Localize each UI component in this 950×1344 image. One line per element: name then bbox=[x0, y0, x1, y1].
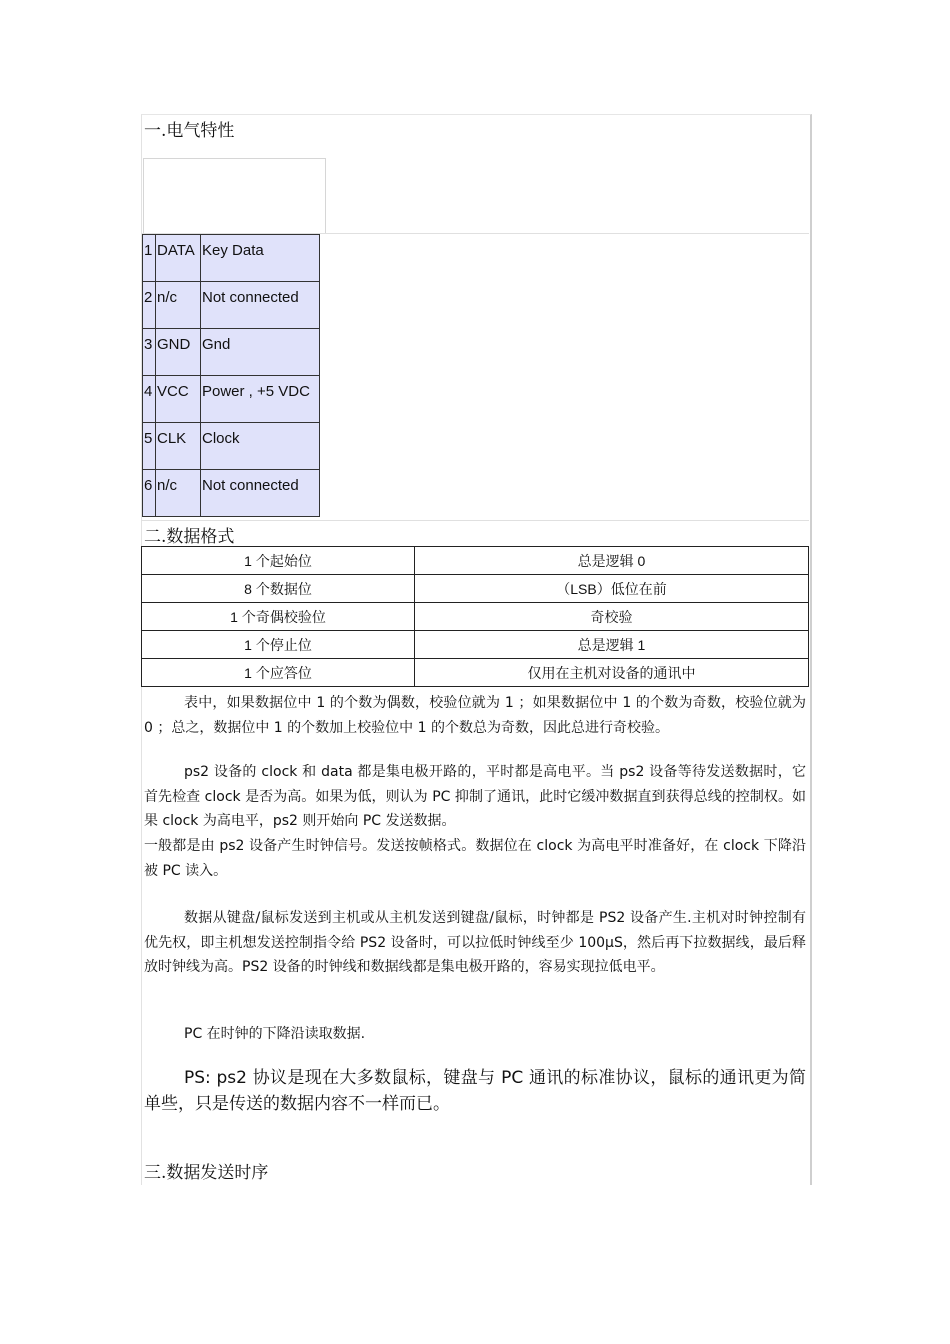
pin-signal-cell bbox=[156, 423, 201, 470]
pin-signal-cell bbox=[156, 329, 201, 376]
pin-number-cell bbox=[143, 282, 156, 329]
pin-number-cell bbox=[143, 423, 156, 470]
paragraph-host-priority: 数据从键盘/鼠标发送到主机或从主机发送到键盘/鼠标，时钟都是 PS2 设备产生.主机对时钟控制有优先权，即主机想发送控制指令给 PS2 设备时，可以拉低时钟线至少 100μS，然后再下拉数据线，最后释放时钟线为高。PS2 设备的时钟线和数据线都是集电极开路的，容易实现拉低电平。 bbox=[144, 910, 806, 975]
section-2-title: 二.数据格式 bbox=[144, 527, 235, 547]
pin-row bbox=[143, 423, 320, 470]
paragraph-falling-edge: PC 在时钟的下降沿读取数据. bbox=[184, 1026, 366, 1042]
format-description: 总是逻辑 0 bbox=[415, 547, 809, 575]
pin-row bbox=[143, 329, 320, 376]
pin-description-cell bbox=[201, 235, 320, 282]
format-bits: 1 个奇偶校验位 bbox=[142, 603, 415, 631]
format-description: 奇校验 bbox=[415, 603, 809, 631]
format-description: （LSB）低位在前 bbox=[415, 575, 809, 603]
pin-number: 4 bbox=[144, 383, 153, 400]
pin-description-cell bbox=[201, 470, 320, 517]
pin-signal-cell bbox=[156, 235, 201, 282]
format-row bbox=[142, 575, 809, 603]
section-1-title: 一.电气特性 bbox=[144, 121, 235, 141]
pin-description-cell bbox=[201, 376, 320, 423]
pin-number-cell bbox=[143, 376, 156, 423]
format-row bbox=[142, 631, 809, 659]
divider bbox=[141, 520, 809, 521]
pin-number: 2 bbox=[144, 289, 153, 306]
format-bits: 1 个起始位 bbox=[142, 547, 415, 575]
format-description: 仅用在主机对设备的通讯中 bbox=[415, 659, 809, 687]
pin-number-cell bbox=[143, 470, 156, 517]
pin-signal: n/c bbox=[157, 477, 178, 494]
pin-number: 6 bbox=[144, 477, 153, 494]
pin-description: Power , +5 VDC bbox=[202, 383, 310, 400]
pin-description-cell bbox=[201, 329, 320, 376]
pin-signal: GND bbox=[157, 336, 191, 353]
pin-number: 5 bbox=[144, 430, 153, 447]
format-row bbox=[142, 603, 809, 631]
pin-description-cell bbox=[201, 282, 320, 329]
format-description: 总是逻辑 1 bbox=[415, 631, 809, 659]
pin-description: Key Data bbox=[202, 242, 264, 259]
pin-row bbox=[143, 282, 320, 329]
pin-description: Clock bbox=[202, 430, 240, 447]
pin-signal: DATA bbox=[157, 242, 195, 259]
section-3-title: 三.数据发送时序 bbox=[144, 1163, 269, 1183]
paragraph-clock: 一般都是由 ps2 设备产生时钟信号。发送按帧格式。数据位在 clock 为高电平时准备好，在 clock 下降沿被 PC 读入。 bbox=[144, 838, 806, 879]
connector-image bbox=[143, 158, 326, 234]
paragraph-open-collector: ps2 设备的 clock 和 data 都是集电极开路的，平时都是高电平。当 ps2 设备等待发送数据时，它首先检查 clock 是否为高。如果为低，则认为 PC 抑制了通讯，此时它缓冲数据直到获得总线的控制权。如果 clock 为高电平，ps2 则开始向 PC 发送数据。 bbox=[144, 764, 806, 829]
pin-row bbox=[143, 470, 320, 517]
paragraph-parity: 表中，如果数据位中 1 的个数为偶数，校验位就为 1 ；如果数据位中 1 的个数为奇数，校验位就为 0 ；总之，数据位中 1 的个数加上校验位中 1 的个数总为奇数，因此总进行奇校验。 bbox=[144, 695, 806, 736]
pin-description-cell bbox=[201, 423, 320, 470]
pin-signal: n/c bbox=[157, 289, 178, 306]
pin-description: Gnd bbox=[202, 336, 231, 353]
pin-number: 3 bbox=[144, 336, 153, 353]
paragraph-ps-note: PS: ps2 协议是现在大多数鼠标，键盘与 PC 通讯的标准协议，鼠标的通讯更为简单些，只是传送的数据内容不一样而已。 bbox=[144, 1068, 806, 1114]
pin-signal-cell bbox=[156, 470, 201, 517]
format-row bbox=[142, 659, 809, 687]
format-row bbox=[142, 547, 809, 575]
pin-row bbox=[143, 235, 320, 282]
pin-signal-cell bbox=[156, 376, 201, 423]
pin-signal-cell bbox=[156, 282, 201, 329]
pin-signal: VCC bbox=[157, 383, 189, 400]
format-bits: 8 个数据位 bbox=[142, 575, 415, 603]
format-table bbox=[141, 546, 809, 687]
format-bits: 1 个应答位 bbox=[142, 659, 415, 687]
pin-number-cell bbox=[143, 329, 156, 376]
pin-signal: CLK bbox=[157, 430, 187, 447]
pin-description: Not connected bbox=[202, 477, 299, 494]
pin-number-cell bbox=[143, 235, 156, 282]
format-bits: 1 个停止位 bbox=[142, 631, 415, 659]
pin-table bbox=[142, 234, 320, 517]
pin-row bbox=[143, 376, 320, 423]
pin-number: 1 bbox=[144, 242, 153, 259]
pin-description: Not connected bbox=[202, 289, 299, 306]
